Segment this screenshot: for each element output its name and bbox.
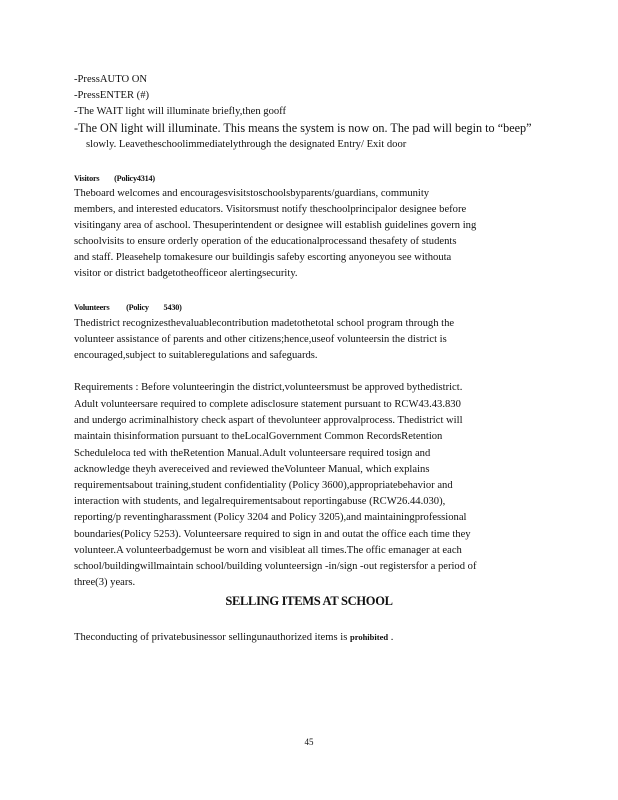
requirements-line: interaction with students, and legalrequirementsabout reportingabuse (RCW26.44.030), bbox=[74, 496, 446, 507]
volunteers-line: encouraged,subject to suitableregulations and safeguards. bbox=[74, 350, 318, 361]
requirements-line: Adult volunteersare required to complete adisclosure statement pursuant to RCW43.43.830 bbox=[74, 399, 461, 410]
instruction-line: -The WAIT light will illuminate briefly,then gooff bbox=[74, 106, 287, 117]
volunteers-heading: Volunteers (Policy 5430) bbox=[74, 303, 182, 312]
instruction-line: slowly. Leavetheschoolimmediatelythrough the designated Entry/ Exit door bbox=[86, 139, 407, 150]
requirements-line: reporting/p reventingharassment (Policy 3204 and Policy 3205),and maintainingprofessional bbox=[74, 512, 467, 523]
requirements-line: requirementsabout training,student confidentiality (Policy 3600),appropriatebehavior and bbox=[74, 480, 453, 491]
requirements-line: volunteer.A volunteerbadgemust be worn and visibleat all times.The offic emanager at each bbox=[74, 545, 462, 556]
selling-text: Theconducting of privatebusinessor sellingunauthorized items is bbox=[74, 632, 350, 643]
visitors-heading: Visitors (Policy4314) bbox=[74, 174, 155, 183]
requirements-line: maintain thisinformation pursuant to theLocalGovernment Common RecordsRetention bbox=[74, 431, 443, 442]
visitors-line: Theboard welcomes and encouragesvisitstoschoolsbyparents/guardians, community bbox=[74, 188, 430, 199]
instruction-line: -The ON light will illuminate. This means the system is now on. The pad will begin to “beep” bbox=[74, 121, 532, 135]
selling-bold-word: prohibited bbox=[349, 632, 389, 642]
requirements-line: Scheduleloca ted with theRetention Manual.Adult volunteersare required tosign and bbox=[74, 448, 431, 459]
requirements-line: and undergo acriminalhistory check aspart of thevolunteer approvalprocess. Thedistrict will bbox=[74, 415, 463, 426]
volunteers-line: volunteer assistance of parents and other citizens;hence,useof volunteersin the district is bbox=[74, 334, 447, 345]
instruction-line: -PressENTER (#) bbox=[74, 90, 150, 101]
selling-tail: . bbox=[388, 632, 394, 643]
requirements-line: three(3) years. bbox=[74, 577, 136, 588]
visitors-line: members, and interested educators. Visitorsmust notify theschoolprincipalor designee before bbox=[74, 204, 467, 215]
page-number: 45 bbox=[304, 737, 314, 747]
volunteers-line: Thedistrict recognizesthevaluablecontribution madetothetotal school program through the bbox=[74, 318, 455, 329]
requirements-line: school/buildingwillmaintain school/building volunteersign -in/sign -out registersfor a period of bbox=[74, 561, 477, 572]
visitors-line: and staff. Pleasehelp tomakesure our buildingis safeby escorting anyoneyou see withouta bbox=[74, 252, 452, 263]
selling-paragraph bbox=[74, 629, 544, 646]
requirements-line: acknowledge theyh avereceived and reviewed theVolunteer Manual, which explains bbox=[74, 464, 430, 475]
instruction-line: -PressAUTO ON bbox=[74, 74, 148, 85]
requirements-line: Requirements : Before volunteeringin the district,volunteersmust be approved bythedistrict. bbox=[74, 382, 463, 393]
visitors-line: visitingany area of aschool. Thesuperintendent or designee will establish guidelines govern ing bbox=[74, 220, 477, 231]
visitors-line: visitor or district badgetotheofficeor alertingsecurity. bbox=[74, 268, 298, 279]
requirements-line: boundaries(Policy 5253). Volunteersare required to sign in and outat the office each time they bbox=[74, 529, 471, 540]
visitors-line: schoolvisits to ensure orderly operation of the educationalprocessand thesafety of students bbox=[74, 236, 457, 247]
section-title: SELLING ITEMS AT SCHOOL bbox=[225, 594, 393, 608]
